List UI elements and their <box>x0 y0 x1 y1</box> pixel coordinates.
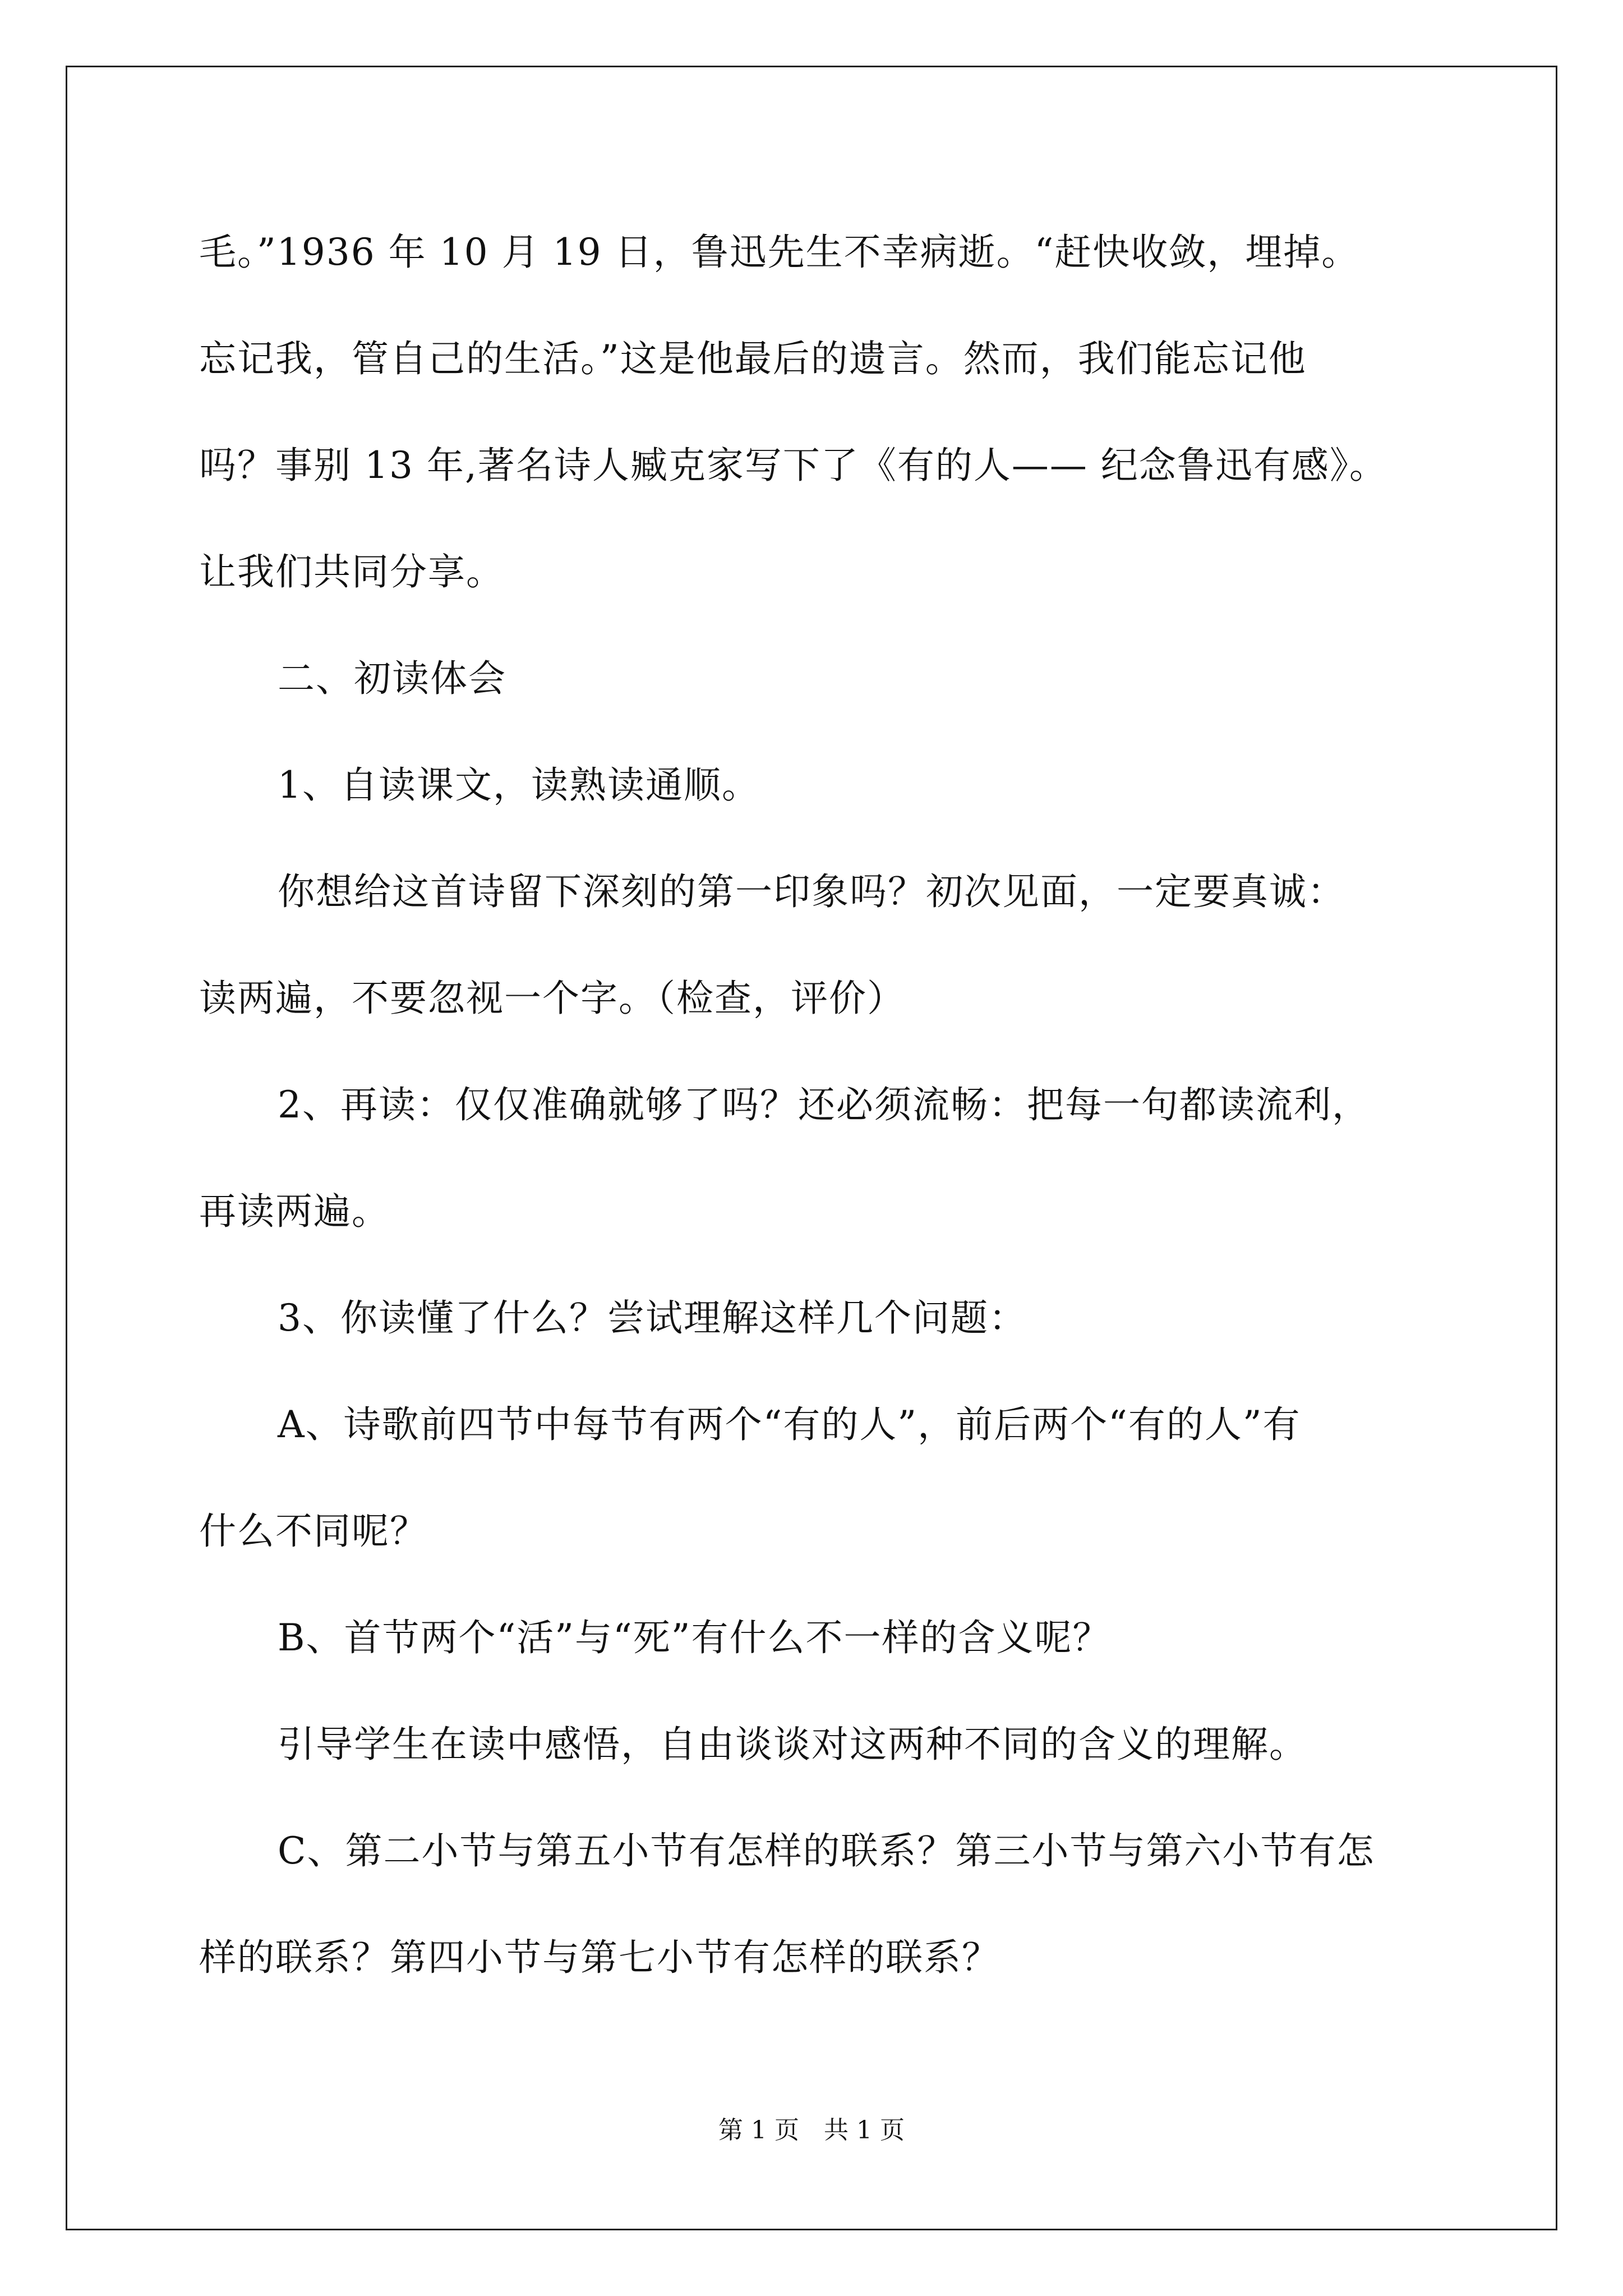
text-line: 让我们共同分享。 <box>199 550 504 593</box>
page-footer: 第 1 页 共 1 页 <box>718 2116 905 2145</box>
text-line: 你想给这首诗留下深刻的第一印象吗？初次见面，一定要真诚： <box>278 870 1345 913</box>
text-line: 引导学生在读中感悟，自由谈谈对这两种不同的含义的理解。 <box>278 1723 1307 1766</box>
text-line: 样的联系？第四小节与第七小节有怎样的联系？ <box>199 1936 1000 1979</box>
text-line: 吗？事别 13 年,著名诗人臧克家写下了《有的人—— 纪念鲁迅有感》。 <box>199 444 1387 487</box>
text-line: 什么不同呢？ <box>199 1510 428 1553</box>
text-line: 1、自读课文，读熟读通顺。 <box>278 763 760 807</box>
section-heading: 二、初读体会 <box>278 657 506 700</box>
text-line: 毛。”1936 年 10 月 19 日，鲁迅先生不幸病逝。“赶快收敛，埋掉。 <box>199 231 1360 274</box>
text-line: C、第二小节与第五小节有怎样的联系？第三小节与第六小节有怎 <box>278 1829 1375 1872</box>
text-line: 读两遍，不要忽视一个字。（检查，评价） <box>199 977 905 1020</box>
text-line: 2、再读：仅仅准确就够了吗？还必须流畅：把每一句都读流利， <box>278 1083 1370 1126</box>
text-line: B、首节两个“活”与“死”有什么不一样的含义呢？ <box>278 1616 1111 1659</box>
page-border <box>66 66 1557 2230</box>
text-line: 忘记我，管自己的生活。”这是他最后的遗言。然而，我们能忘记他 <box>199 337 1307 380</box>
text-line: A、诗歌前四节中每节有两个“有的人”，前后两个“有的人”有 <box>278 1403 1301 1446</box>
text-line: 再读两遍。 <box>199 1190 390 1233</box>
text-line: 3、你读懂了什么？尝试理解这样几个问题： <box>278 1296 1027 1340</box>
